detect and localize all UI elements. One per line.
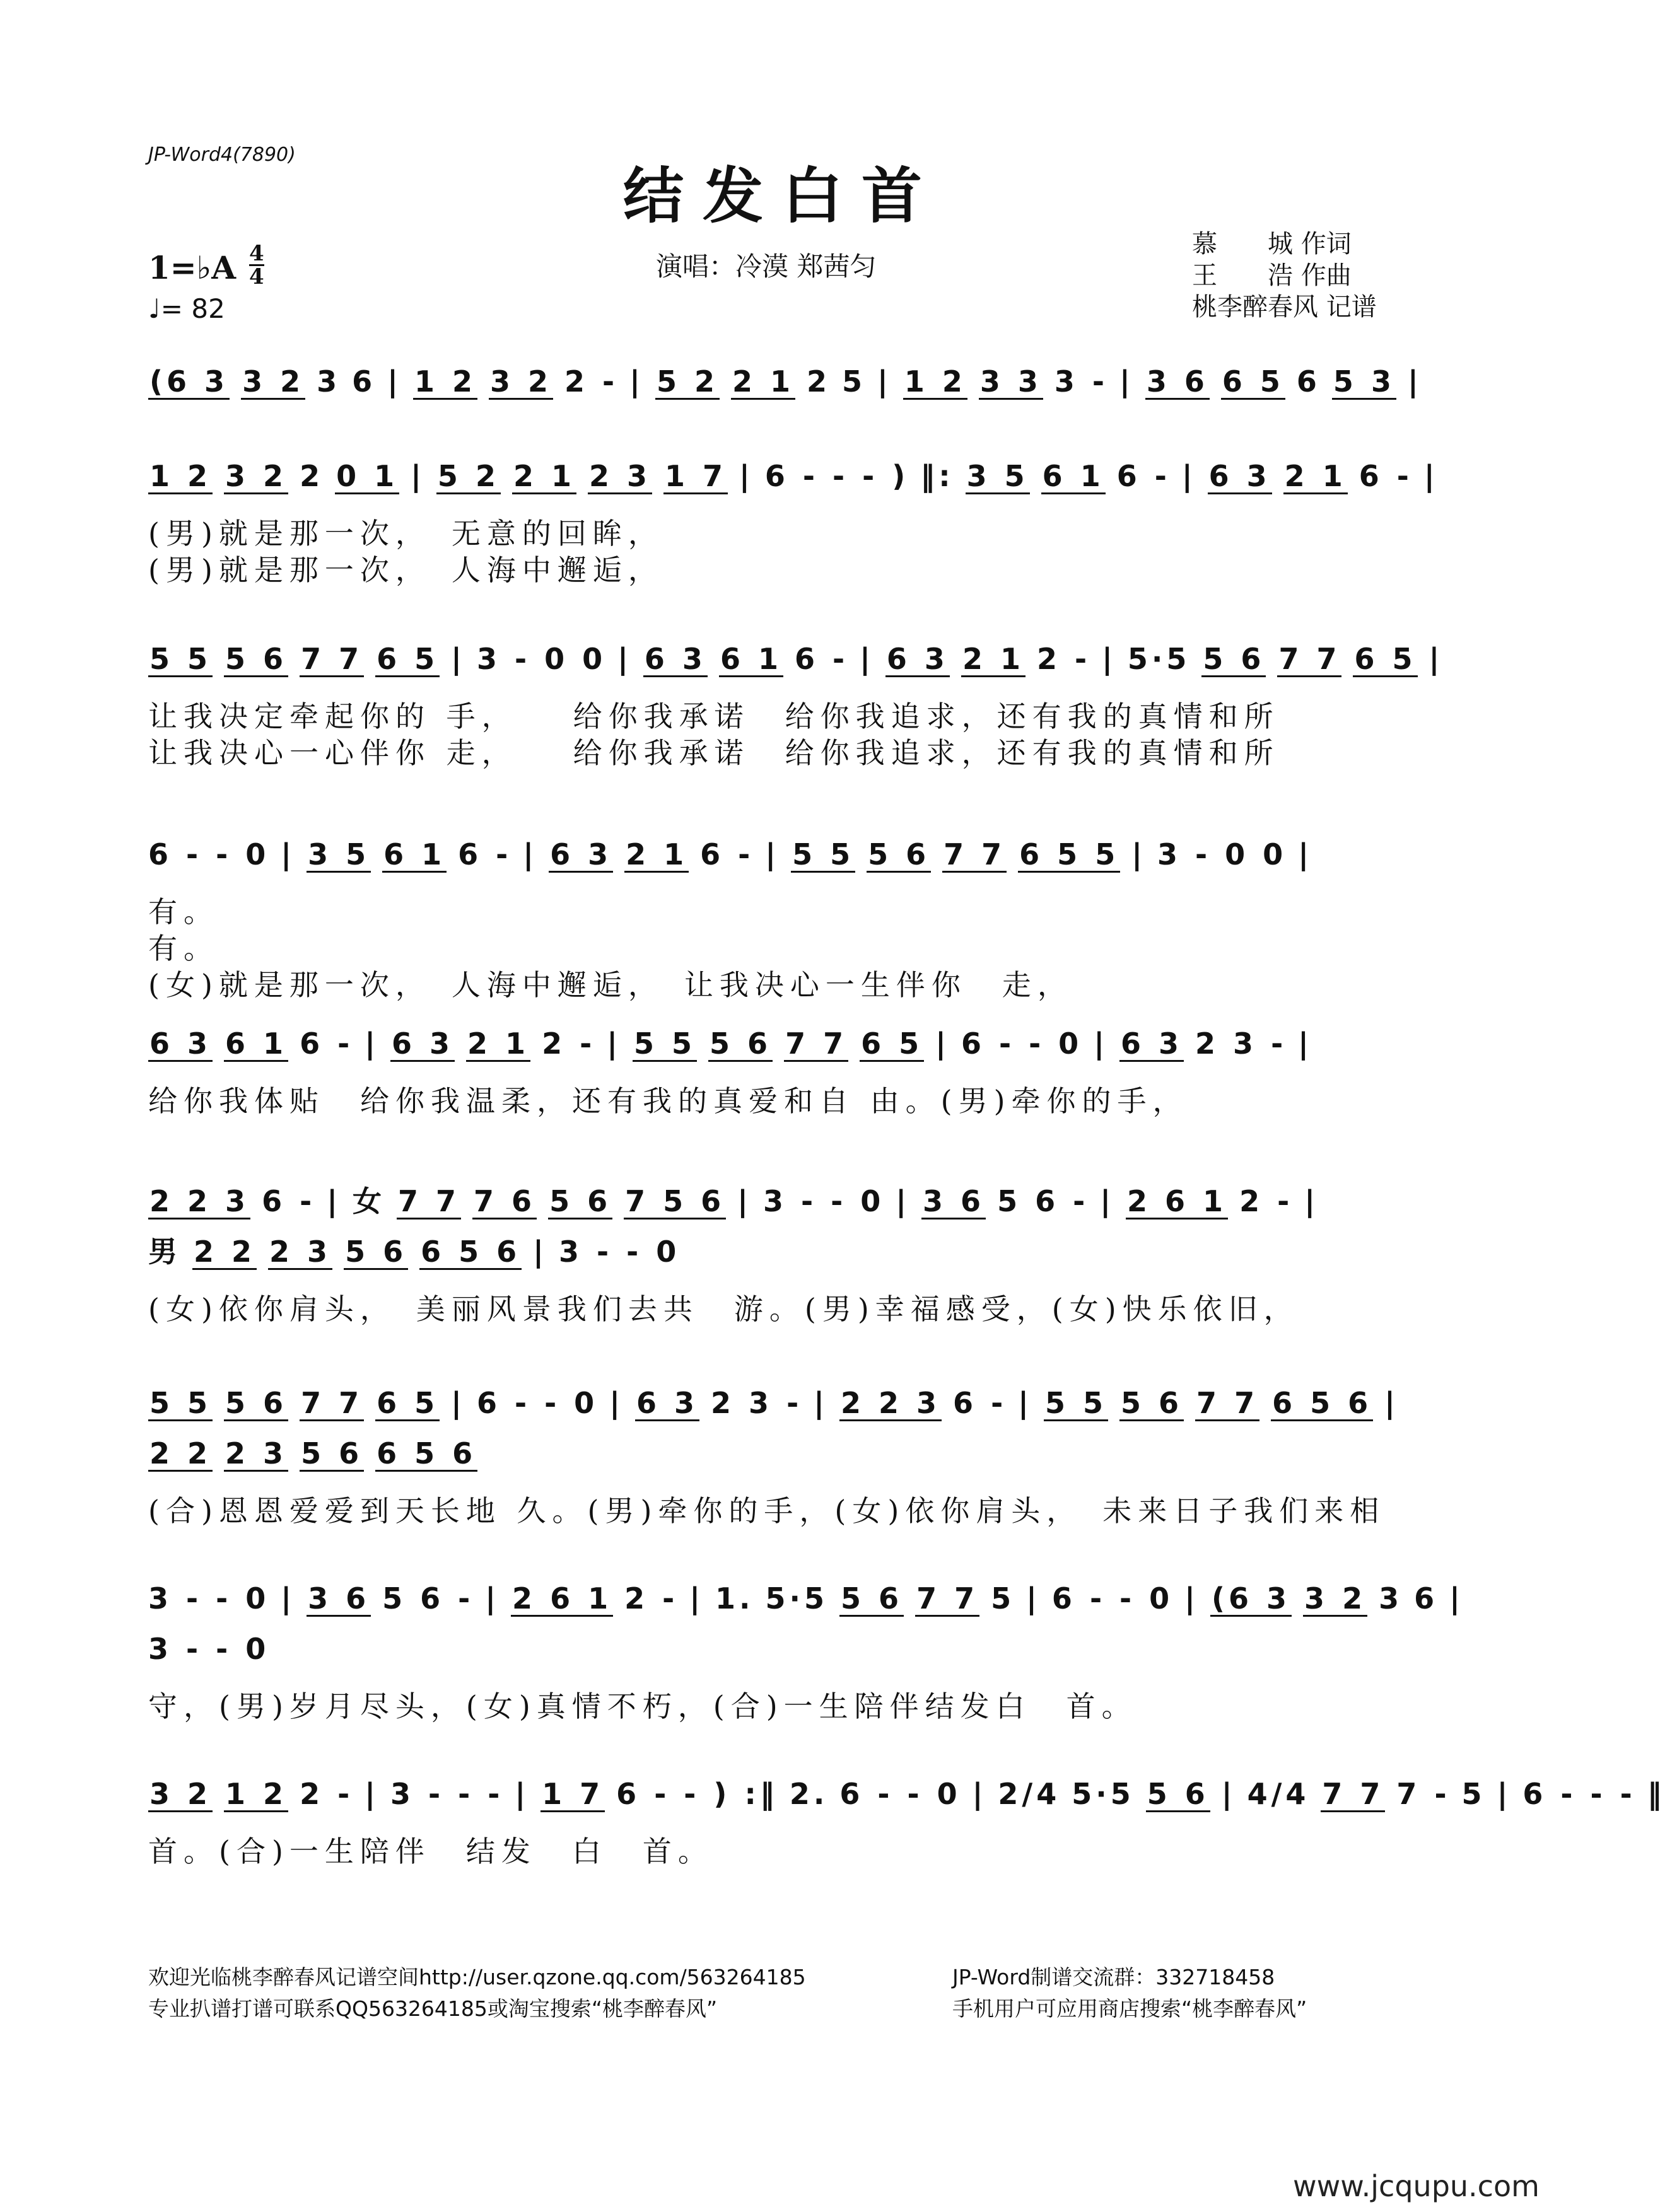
note: 2 - [300, 1777, 354, 1811]
note-group: 5 5 [1044, 1386, 1107, 1420]
note-group: 1 2 [149, 459, 212, 493]
singer-credit: 演唱：冷漠 郑茜匀 [656, 251, 877, 282]
note-group: 6 5 [1354, 642, 1417, 676]
note-group: 7 7 [301, 1386, 363, 1420]
note: 6 - - 0 [961, 1027, 1083, 1061]
time-signature [249, 243, 264, 288]
note-line [148, 1431, 1416, 1476]
note-group: 3 2 [225, 459, 288, 493]
barline: | [1497, 1777, 1512, 1811]
note-group: 7 7 [301, 642, 363, 676]
note-group: 3 6 [1146, 364, 1208, 399]
note-group: 6 5 6 [377, 1436, 477, 1470]
note-line [148, 454, 1439, 498]
note-group: 3 6 [308, 1581, 370, 1615]
note: 6 - [458, 837, 512, 871]
note-group: 6 3 [1208, 459, 1271, 493]
note-line [148, 832, 1416, 876]
note-group: 2 1 [732, 364, 794, 399]
note-group: 5 6 [301, 1436, 363, 1470]
note: 6 [352, 364, 377, 399]
note: 5 6 - [997, 1184, 1089, 1218]
note: 2 3 - [1195, 1027, 1287, 1061]
note-line [148, 637, 1444, 681]
barline: | [1221, 1777, 1236, 1811]
note-group: 5 6 [1147, 1777, 1209, 1811]
barline: | [1184, 1581, 1199, 1615]
note-group: (6 3 [149, 364, 229, 399]
note-group: 6 5 5 [1019, 837, 1119, 871]
note-line [148, 1022, 1416, 1066]
note-group: 7 6 [474, 1184, 536, 1218]
note-group: 6 3 [644, 642, 706, 676]
note: 6 - [794, 642, 849, 676]
note: 男 [148, 1235, 181, 1269]
note-group: 2 1 [513, 459, 575, 493]
note-group: 3 2 [242, 364, 305, 399]
lyric-line: 有。 [148, 931, 219, 965]
lyric-line: 守，(男)岁月尽头，(女)真情不朽，(合)一生陪伴结发白 首。 [148, 1689, 1137, 1723]
note: 6 - [953, 1386, 1007, 1420]
note: 2 - [1036, 642, 1091, 676]
note-group: 3 3 [979, 364, 1042, 399]
barline: | [814, 1386, 828, 1420]
note-group: 3 5 [966, 459, 1029, 493]
note-group: 2 3 [225, 1436, 288, 1470]
note-group: 2 1 [467, 1027, 530, 1061]
note-group: 5 6 [841, 1581, 903, 1615]
note: 6 - - 0 [1051, 1581, 1174, 1615]
note: 3 - [1054, 364, 1109, 399]
note-group: 2 2 3 [840, 1386, 941, 1420]
note-line [148, 1772, 1666, 1816]
note: 6 - [1359, 459, 1413, 493]
barline: | [689, 1581, 704, 1615]
tempo-marking: ♩= 82 [148, 293, 225, 324]
footer-line-2: 专业扒谱打谱可联系QQ563264185或淘宝搜索“桃李醉春风” [148, 1996, 718, 2021]
barline: | [1304, 1184, 1319, 1218]
barline: | [1429, 642, 1444, 676]
lyric-line: (女)就是那一次， 人海中邂逅， 让我决心一生伴你 走， [148, 968, 1073, 1002]
note: 6 - - - ) [764, 459, 909, 493]
note-group: 1 7 [665, 459, 727, 493]
note-line [148, 359, 1422, 404]
barline: | [877, 364, 892, 399]
note: 3 - 0 0 [476, 642, 607, 676]
note: 6 [1414, 1581, 1439, 1615]
note: 5·5 [1072, 1777, 1135, 1811]
meter-bottom: 4 [249, 264, 264, 289]
note-line [148, 1381, 1416, 1425]
lyric-line: (男)就是那一次， 人海中邂逅， [148, 553, 663, 587]
barline: | [1298, 837, 1312, 871]
lyric-line: (男)就是那一次， 无意的回眸， [148, 516, 663, 550]
note: 6 - [1116, 459, 1171, 493]
barline: | [1102, 642, 1116, 676]
note-group: 3 2 [149, 1777, 212, 1811]
note-group: 5 6 [1121, 1386, 1183, 1420]
note: 3 - 0 0 [1157, 837, 1287, 871]
barline: | [1423, 459, 1439, 493]
barline: | [1094, 1027, 1108, 1061]
note-line [148, 1179, 1416, 1223]
barline: | [281, 837, 296, 871]
barline: | [485, 1581, 500, 1615]
note-group: 2 1 [1284, 459, 1347, 493]
lyric-line: 让我决定牵起你的 手， 给你我承诺 给你我追求，还有我的真情和所 [148, 699, 1280, 733]
barline: | [609, 1386, 624, 1420]
barline: | [281, 1581, 296, 1615]
note-group: 6 1 [383, 837, 446, 871]
barline: ‖ [1647, 1777, 1666, 1811]
note-group: 0 1 [336, 459, 399, 493]
note-group: 2 3 [588, 459, 652, 493]
note-group: 7 7 [785, 1027, 848, 1061]
note-group: 6 5 [1222, 364, 1284, 399]
note-group: 5 6 [225, 642, 288, 676]
note: 1. [715, 1581, 754, 1615]
barline: | [896, 1184, 911, 1218]
barline: | [860, 642, 874, 676]
note-group: 5 6 [710, 1027, 772, 1061]
note-group: 6 3 [550, 837, 612, 871]
note: 2 - [624, 1581, 679, 1615]
lyricist-credit: 慕 城 作词 [1192, 230, 1352, 259]
note-group: 5 5 [149, 642, 212, 676]
note-group: 6 3 [886, 642, 949, 676]
note-group: 7 7 [1196, 1386, 1259, 1420]
note: 2 [300, 459, 324, 493]
note-group: 6 3 [392, 1027, 454, 1061]
note-group: 6 5 6 [1272, 1386, 1372, 1420]
footer-line-4: 手机用户可应用商店搜索“桃李醉春风” [952, 1996, 1307, 2021]
barline: | [765, 837, 780, 871]
lyric-line: (女)依你肩头， 美丽风景我们去共 游。(男)幸福感受，(女)快乐依旧， [148, 1292, 1299, 1326]
note: 5 [991, 1581, 1015, 1615]
note: 3 [317, 364, 341, 399]
note: 2 [807, 364, 831, 399]
note-group: 2 6 1 [512, 1581, 612, 1615]
note-group: 6 3 [1121, 1027, 1183, 1061]
note-group: 2 3 [269, 1235, 332, 1269]
note-group: 1 7 [542, 1777, 604, 1811]
note: 6 - - 0 [476, 1386, 599, 1420]
note-group: 6 1 [1042, 459, 1104, 493]
note: 女 [353, 1184, 385, 1218]
note: 2 - [1239, 1184, 1294, 1218]
note-group: 6 1 [225, 1027, 288, 1061]
note-group: 5 6 [868, 837, 930, 871]
note: 2/4 [998, 1777, 1061, 1811]
note-group: 5 6 [225, 1386, 288, 1420]
note: 6 - [300, 1027, 354, 1061]
note-group: 7 7 [916, 1581, 979, 1615]
note-group: 5 6 [345, 1235, 407, 1269]
barline: | [327, 1184, 341, 1218]
barline: | [1119, 364, 1134, 399]
note: 3 [1379, 1581, 1403, 1615]
barline: | [1407, 364, 1422, 399]
note-group: 1 2 [904, 364, 966, 399]
lyric-line: 有。 [148, 895, 219, 929]
barline: | [1384, 1386, 1399, 1420]
barline: | [737, 1184, 752, 1218]
footer-line-3: JP-Word制谱交流群：332718458 [952, 1965, 1275, 1989]
note: 6 - - 0 [839, 1777, 961, 1811]
note-group: 3 6 [923, 1184, 985, 1218]
note-group: 1 2 [225, 1777, 288, 1811]
note: 4/4 [1247, 1777, 1310, 1811]
meter-top: 4 [249, 241, 264, 266]
note: 5·5 [1127, 642, 1191, 676]
note-group: 7 7 [944, 837, 1006, 871]
barline: | [365, 1027, 379, 1061]
note-group: (6 3 [1211, 1581, 1291, 1615]
note-group: 2 2 3 [149, 1184, 250, 1218]
note: 5 [1461, 1777, 1486, 1811]
note: 7 - [1396, 1777, 1451, 1811]
note: 5 6 - [382, 1581, 474, 1615]
note: 2 3 - [711, 1386, 803, 1420]
note-group: 2 1 [626, 837, 688, 871]
lyric-line: 首。(合)一生陪伴 结发 白 首。 [148, 1834, 713, 1868]
note-group: 5 3 [1333, 364, 1395, 399]
note-group: 7 7 [398, 1184, 460, 1218]
barline: | [935, 1027, 950, 1061]
note-group: 7 5 6 [625, 1184, 725, 1218]
note-group: 5 5 [792, 837, 855, 871]
barline: | [451, 642, 465, 676]
note-group: 5 2 [437, 459, 500, 493]
barline: | [451, 1386, 465, 1420]
note-group: 6 3 [149, 1027, 212, 1061]
barline: ‖: [920, 459, 954, 493]
note-group: 6 5 [377, 1386, 439, 1420]
note-group: 5 5 [149, 1386, 212, 1420]
barline: | [1100, 1184, 1115, 1218]
note-line [148, 1627, 1416, 1671]
barline: | [533, 1235, 547, 1269]
note-group: 2 2 [149, 1436, 212, 1470]
site-watermark: www.jcqupu.com [1293, 2169, 1540, 2203]
barline: | [1026, 1581, 1041, 1615]
note-group: 7 7 [1322, 1777, 1384, 1811]
note-group: 5 2 [656, 364, 718, 399]
note-group: 3 2 [1304, 1581, 1367, 1615]
note: 6 [1296, 364, 1321, 399]
note: 6 - - ) :‖ [616, 1777, 778, 1811]
note: 3 - - - [390, 1777, 504, 1811]
footer-line-1: 欢迎光临桃李醉春风记谱空间http://user.qzone.qq.com/563264185 [148, 1965, 806, 1989]
note-group: 7 7 [1278, 642, 1341, 676]
note-line [148, 1576, 1464, 1621]
note-group: 6 5 [861, 1027, 923, 1061]
note: 2 - [564, 364, 619, 399]
note: 6 - [262, 1184, 316, 1218]
note-group: 6 5 6 [421, 1235, 521, 1269]
barline: | [1018, 1386, 1032, 1420]
note-group: 3 5 [308, 837, 370, 871]
note: 3 - - 0 [558, 1235, 681, 1269]
transcriber-credit: 桃李醉春风 记谱 [1192, 293, 1377, 322]
note: 6 - - 0 [148, 837, 270, 871]
note: 5·5 [765, 1581, 829, 1615]
note-group: 5 6 [549, 1184, 612, 1218]
lyric-line: 给你我体贴 给你我温柔，还有我的真爱和自 由。(男)牵你的手， [148, 1084, 1188, 1118]
note-group: 2 2 [194, 1235, 256, 1269]
barline: | [387, 364, 402, 399]
note-group: 5 6 [1203, 642, 1265, 676]
note: 2 - [542, 1027, 596, 1061]
song-title: 结发白首 [623, 160, 941, 231]
composer-credit: 王 浩 作曲 [1192, 261, 1352, 290]
note-group: 5 5 [634, 1027, 696, 1061]
note-group: 1 2 [414, 364, 476, 399]
note-line [148, 1230, 1416, 1274]
barline: | [1449, 1581, 1464, 1615]
barline: | [411, 459, 425, 493]
note: 2. [789, 1777, 829, 1811]
barline: | [617, 642, 632, 676]
note-group: 2 1 [962, 642, 1024, 676]
barline: | [972, 1777, 987, 1811]
barline: | [629, 364, 644, 399]
barline: | [515, 1777, 530, 1811]
note: 6 - [700, 837, 754, 871]
note-group: 3 2 [489, 364, 552, 399]
barline: | [523, 837, 538, 871]
note-group: 6 1 [720, 642, 782, 676]
note: 6 - - - [1522, 1777, 1636, 1811]
note-group: 6 3 [636, 1386, 699, 1420]
barline: | [739, 459, 754, 493]
barline: | [1131, 837, 1147, 871]
barline: | [365, 1777, 379, 1811]
note: 3 - - 0 [148, 1581, 270, 1615]
barline: | [1298, 1027, 1312, 1061]
barline: | [1181, 459, 1196, 493]
note: 3 - - 0 [763, 1184, 885, 1218]
note-group: 2 6 1 [1127, 1184, 1227, 1218]
note: 5 [842, 364, 867, 399]
lyric-line: (合)恩恩爱爱到天长地 久。(男)牵你的手，(女)依你肩头， 未来日子我们来相 [148, 1494, 1386, 1528]
note: 3 - - 0 [148, 1632, 270, 1666]
note-group: 6 5 [377, 642, 439, 676]
software-label: JP-Word4(7890) [148, 144, 296, 166]
lyric-line: 让我决心一心伴你 走， 给你我承诺 给你我追求，还有我的真情和所 [148, 736, 1280, 770]
key-signature: 1=♭A [148, 249, 237, 286]
barline: | [607, 1027, 621, 1061]
